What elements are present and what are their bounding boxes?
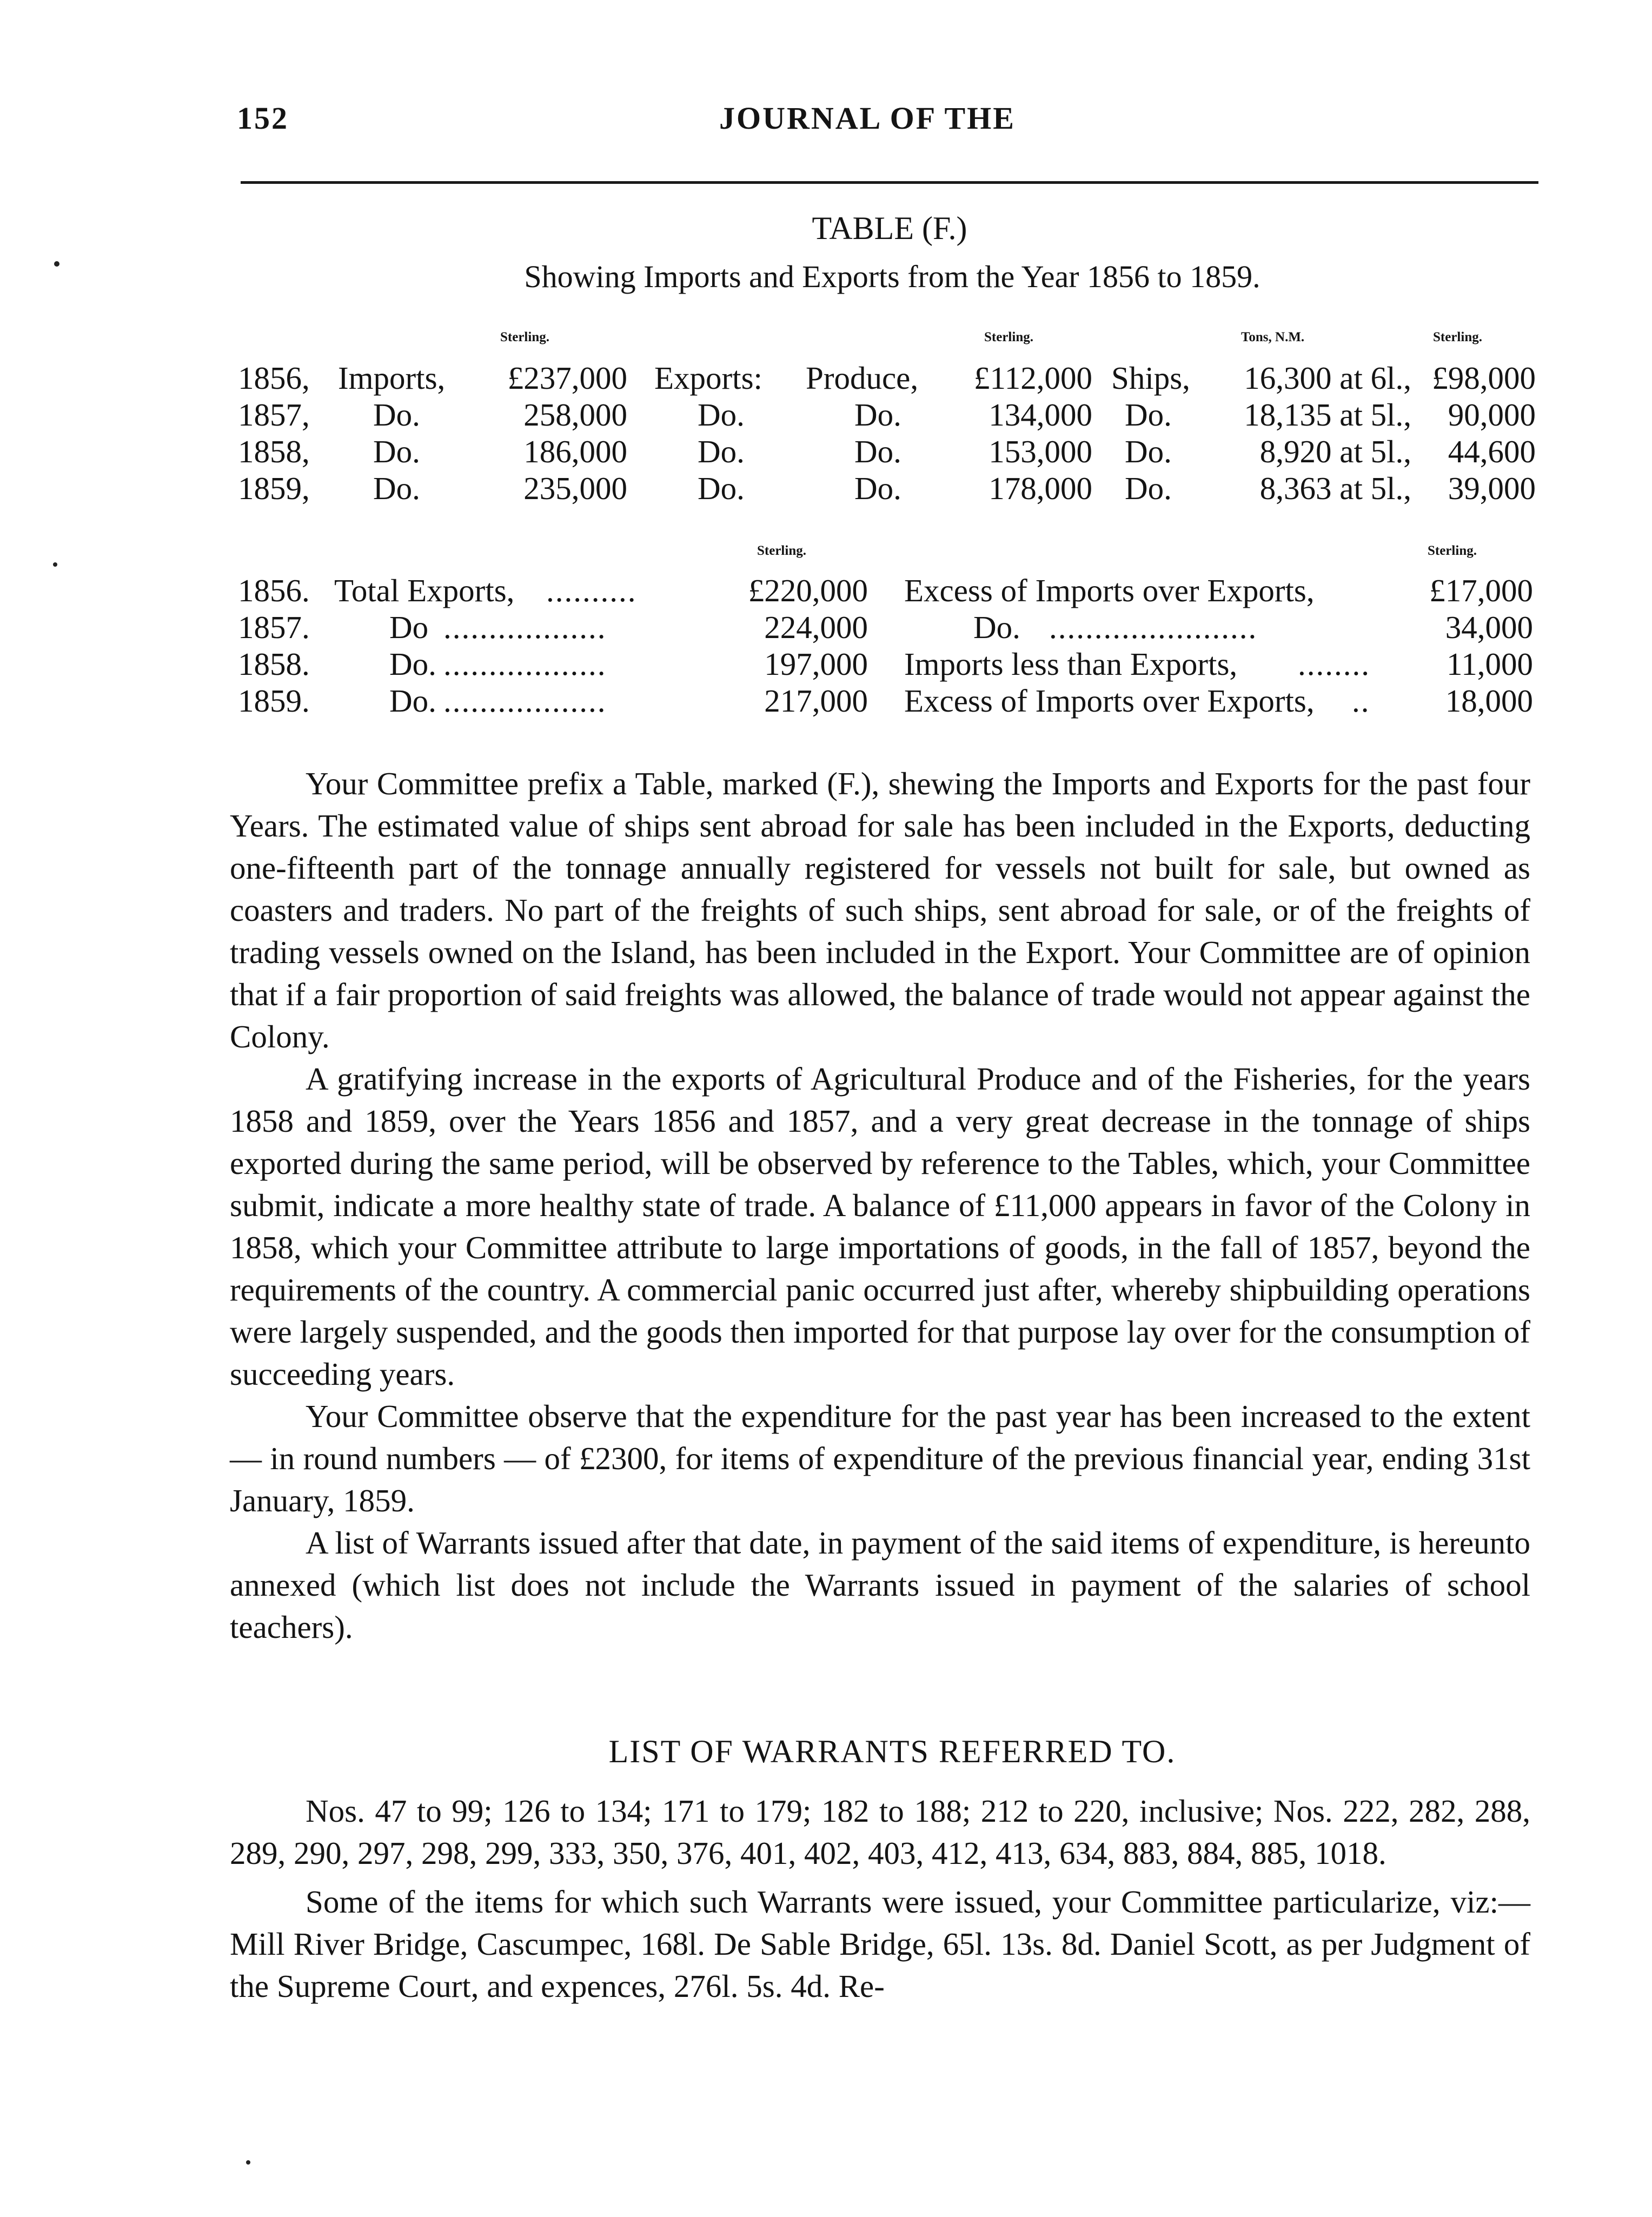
row-ships: Ships, <box>1111 360 1190 396</box>
summary-value: 224,000 <box>764 609 868 645</box>
row-imports: 258,000 <box>523 397 627 433</box>
summary-balance-label: Imports less than Exports, <box>904 646 1238 682</box>
warrant-items: Some of the items for which such Warrants were issued, your Committee particularize, viz:— Mill River Bridge, Cascumpec, 168l. De Sable Bridge, 65l. 13s. 8d. Daniel Scott, as per Judgment of the Supreme Court, and expences, 276l. 5s. 4d. Re- <box>230 1884 1530 2004</box>
row-year: 1859, <box>238 470 310 506</box>
summary-value: 217,000 <box>764 683 868 719</box>
row-ships: Do. <box>1125 434 1172 469</box>
summary-leader: .................. <box>443 646 607 682</box>
row-produce-value: 134,000 <box>988 397 1092 433</box>
summary-leader: .................. <box>443 609 607 645</box>
warrants-section <box>230 1790 1530 2007</box>
row-ships: Do. <box>1125 470 1172 506</box>
row-tons: 16,300 at 6l., <box>1244 360 1411 396</box>
summary-leader: .. <box>1352 683 1370 719</box>
summary-label: Total Exports, <box>334 573 515 608</box>
row-exports: Do. <box>698 434 745 469</box>
row-tons: 8,363 at 5l., <box>1259 470 1411 506</box>
summary-balance-label: Excess of Imports over Exports, <box>904 683 1315 719</box>
summary-balance-label: Excess of Imports over Exports, <box>904 573 1315 608</box>
summary-label: Do <box>389 609 429 645</box>
row-ships-value: 39,000 <box>1448 470 1536 506</box>
row-ships-value: £98,000 <box>1432 360 1536 396</box>
warrants-heading: LIST OF WARRANTS REFERRED TO. <box>608 1734 1176 1769</box>
summary-leader: .................. <box>443 683 607 719</box>
row-imports: 235,000 <box>523 470 627 506</box>
paragraph: A list of Warrants issued after that date, in payment of the said items of expenditure, is hereunto annexed (which list does not include the Warrants issued in payment of the salaries of school teachers). <box>230 1525 1530 1645</box>
summary-leader: .......... <box>546 573 637 608</box>
summary-balance-value: 11,000 <box>1446 646 1533 682</box>
committee-report-body <box>230 762 1530 1648</box>
row-year: 1858, <box>238 434 310 469</box>
row-produce: Do. <box>854 470 901 506</box>
summary-balance-value: 34,000 <box>1445 609 1533 645</box>
row-tons: 18,135 at 5l., <box>1244 397 1411 433</box>
summary-value: £220,000 <box>748 573 868 608</box>
summary-year: 1857. <box>238 609 310 645</box>
row-produce-value: 178,000 <box>988 470 1092 506</box>
row-label: Do. <box>373 470 420 506</box>
row-label: Do. <box>373 434 420 469</box>
summary-balance-value: £17,000 <box>1429 573 1533 608</box>
page-number: 152 <box>237 101 289 136</box>
paragraph: Your Committee prefix a Table, marked (F.), shewing the Imports and Exports for the past four Years. The estimated value of ships sent abroad for sale has been included in the Exports, deducting one-fifteenth part of the tonnage annually registered for vessels not built for sale, but owned as coasters and traders. No part of the freights of such ships, sent abroad for sale, or of the freights of trading vessels owned on the Island, has been included in the Export. Your Committee are of opinion that if a fair proportion of said freights was allowed, the balance of trade would not appear against the Colony. <box>230 766 1530 1054</box>
running-head: JOURNAL OF THE <box>719 101 1016 136</box>
row-year: 1857, <box>238 397 310 433</box>
table-subtitle: Showing Imports and Exports from the Year 1856 to 1859. <box>524 259 1260 294</box>
row-imports: 186,000 <box>523 434 627 469</box>
summary-year: 1859. <box>238 683 310 719</box>
row-produce: Produce, <box>806 360 919 396</box>
produce-unit-label: Sterling. <box>984 330 1033 344</box>
summary-balance-label: Do. <box>973 609 1020 645</box>
warrant-list: Nos. 47 to 99; 126 to 134; 171 to 179; 182 to 188; 212 to 220, inclusive; Nos. 222, 282, 288, 289, 290, 297, 298, 299, 333, 350, 376, 401, 402, 403, 412, 413, 634, 883, 884, 885, 1018. <box>230 1793 1530 1871</box>
imports-unit-label: Sterling. <box>500 330 549 344</box>
margin-speck <box>53 562 57 567</box>
margin-speck <box>54 261 59 267</box>
row-label: Do. <box>373 397 420 433</box>
summary-label: Do. <box>389 646 436 682</box>
row-produce: Do. <box>854 434 901 469</box>
row-produce-value: 153,000 <box>988 434 1092 469</box>
paragraph: A gratifying increase in the exports of Agricultural Produce and of the Fisheries, for the years 1858 and 1859, over the Years 1856 and 1857, and a very great decrease in the tonnage of ships exported during the same period, will be observed by reference to the Tables, which, your Committee submit, indicate a more healthy state of trade. A balance of £11,000 appears in favor of the Colony in 1858, which your Committee attribute to large importations of goods, in the fall of 1857, beyond the requirements of the country. A commercial panic occurred just after, whereby shipbuilding operations were largely suspended, and the goods then imported for that purpose lay over for the consumption of succeeding years. <box>230 1061 1530 1392</box>
row-exports: Exports: <box>654 360 762 396</box>
row-imports: £237,000 <box>507 360 627 396</box>
table-title: TABLE (F.) <box>812 210 967 246</box>
ships-tons-unit-label: Tons, N.M. <box>1241 330 1305 344</box>
row-ships-value: 44,600 <box>1448 434 1536 469</box>
row-produce: Do. <box>854 397 901 433</box>
summary-year: 1858. <box>238 646 310 682</box>
row-ships-value: 90,000 <box>1448 397 1536 433</box>
ships-value-unit-label: Sterling. <box>1433 330 1482 344</box>
margin-speck <box>246 2160 250 2165</box>
row-ships: Do. <box>1125 397 1172 433</box>
row-exports: Do. <box>698 397 745 433</box>
header-rule <box>241 181 1538 184</box>
row-year: 1856, <box>238 360 310 396</box>
summary-leader: ........ <box>1298 646 1370 682</box>
summary-balance-value: 18,000 <box>1445 683 1533 719</box>
summary-exports-unit-label: Sterling. <box>757 543 806 558</box>
row-produce-value: £112,000 <box>973 360 1092 396</box>
summary-label: Do. <box>389 683 436 719</box>
summary-leader: ....................... <box>1049 609 1258 645</box>
row-label: Imports, <box>338 360 446 396</box>
row-tons: 8,920 at 5l., <box>1259 434 1411 469</box>
paragraph: Your Committee observe that the expenditure for the past year has been increased to the extent — in round numbers — of £2300, for items of expenditure of the previous financial year, ending 31st January, 1859. <box>230 1398 1530 1518</box>
summary-value: 197,000 <box>764 646 868 682</box>
summary-balance-unit-label: Sterling. <box>1428 543 1477 558</box>
summary-year: 1856. <box>238 573 310 608</box>
row-exports: Do. <box>698 470 745 506</box>
